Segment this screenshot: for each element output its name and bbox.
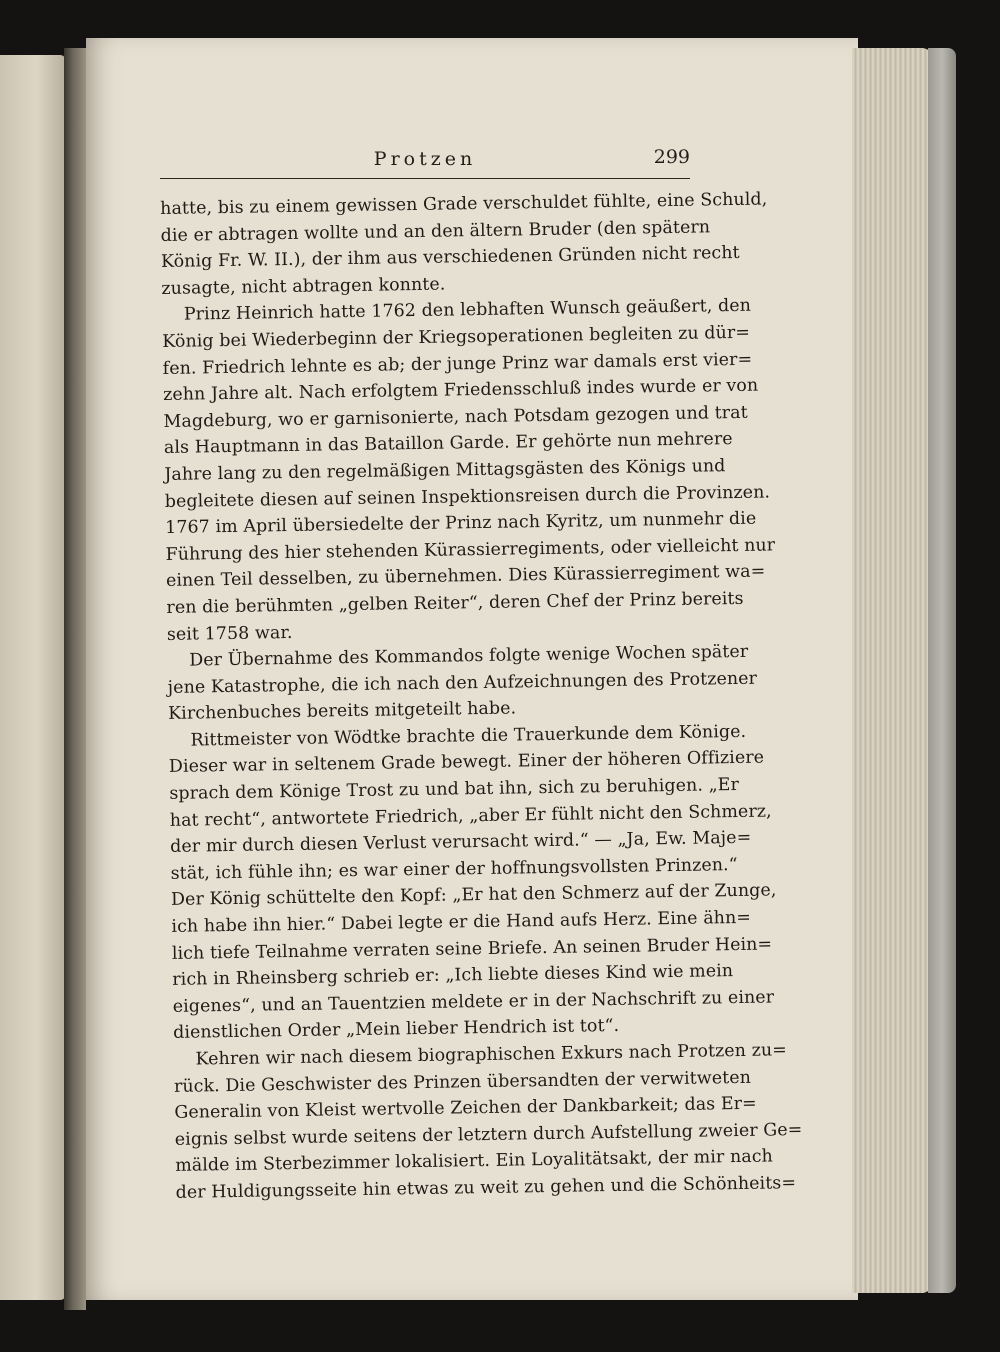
text-line: stät, ich fühle ihn; es war einer der hoffnungsvollsten Prinzen.“ [170, 854, 738, 884]
text-line: zehn Jahre alt. Nach erfolgtem Friedensschluß indes wurde er von [162, 375, 759, 406]
text-line: als Hauptmann in das Bataillon Garde. Er gehörte nun mehrere [163, 429, 733, 459]
text-line: hat recht“, antwortete Friedrich, „aber Er fühlt nicht den Schmerz, [169, 801, 772, 831]
text-line: der mir durch diesen Verlust verursacht wird.“ — „Ja, Ew. Maje= [170, 828, 752, 858]
text-line: eignis selbst wurde seitens der letztern durch Aufstellung zweier Ge= [174, 1119, 803, 1150]
text-line: eigenes“, und an Tauentzien meldete er in der Nachschrift zu einer [172, 987, 775, 1017]
running-header [160, 144, 690, 179]
text-line: hatte, bis zu einem gewissen Grade verschuldet fühlte, eine Schuld, [160, 189, 768, 219]
text-line: ren die berühmten „gelben Reiter“, deren Chef der Prinz bereits [166, 588, 744, 618]
text-line: fen. Friedrich lehnte es ab; der junge Prinz war damals erst vier= [162, 349, 753, 379]
text-line: Rittmeister von Wödtke brachte die Trauerkunde dem Könige. [190, 721, 747, 751]
book-gutter [64, 48, 86, 1310]
running-title: Protzen [373, 148, 477, 170]
text-line: dienstlichen Order „Mein lieber Hendrich ist tot“. [172, 1016, 620, 1044]
text-line: König bei Wiederbeginn der Kriegsoperationen begleiten zu dür= [162, 322, 751, 352]
text-line: einen Teil desselben, zu übernehmen. Dies Kürassierregiment wa= [165, 561, 766, 592]
text-line: rück. Die Geschwister des Prinzen übersandten der verwitweten [173, 1067, 752, 1097]
text-line: König Fr. W. II.), der ihm aus verschiedenen Gründen nicht recht [160, 243, 740, 273]
text-line: Dieser war in seltenem Grade bewegt. Einer der höheren Offiziere [168, 748, 765, 778]
book-cover-edge [928, 48, 956, 1293]
text-line: 1767 im April übersiedelte der Prinz nach Kyritz, um nunmehr die [165, 508, 757, 539]
text-line: Jahre lang zu den regelmäßigen Mittagsgästen des Königs und [164, 456, 726, 485]
text-line: seit 1758 war. [166, 622, 293, 645]
body-text [160, 188, 803, 1207]
text-line: Führung des hier stehenden Kürassierregiments, oder vielleicht nur [165, 535, 776, 565]
text-line: Prinz Heinrich hatte 1762 den lebhaften Wunsch geäußert, den [183, 296, 752, 326]
text-line: mälde im Sterbezimmer lokalisiert. Ein Loyalitätsakt, der mir nach [175, 1146, 774, 1177]
page-stack-edge [852, 48, 932, 1293]
text-line: Der König schüttelte den Kopf: „Er hat den Schmerz auf der Zunge, [170, 880, 777, 911]
text-line: zusagte, nicht abtragen konnte. [161, 274, 446, 299]
text-line: jene Katastrophe, die ich nach den Aufzeichnungen des Protzener [167, 668, 758, 698]
text-line: sprach dem Könige Trost zu und bat ihn, sich zu beruhigen. „Er [169, 775, 740, 804]
text-line: Magdeburg, wo er garnisonierte, nach Potsdam gezogen und trat [163, 402, 748, 432]
text-line: Kehren wir nach diesem biographischen Exkurs nach Protzen zu= [195, 1040, 788, 1070]
text-line: Generalin von Kleist wertvolle Zeichen der Dankbarkeit; das Er= [174, 1093, 757, 1124]
text-line: rich in Rheinsberg schrieb er: „Ich liebte dieses Kind wie mein [172, 961, 734, 991]
text-line: ich habe ihn hier.“ Dabei legte er die Hand aufs Herz. Eine ähn= [171, 907, 752, 937]
text-line: lich tiefe Teilnahme verraten seine Briefe. An seinen Bruder Hein= [171, 934, 773, 964]
text-line: Kirchenbuches bereits mitgeteilt habe. [167, 698, 517, 725]
text-line: begleitete diesen auf seinen Inspektionsreisen durch die Provinzen. [164, 481, 771, 512]
left-page-edge [0, 55, 66, 1300]
text-line: Der Übernahme des Kommandos folgte wenige Wochen später [189, 641, 749, 671]
text-line: der Huldigungsseite hin etwas zu weit zu gehen und die Schönheits= [175, 1173, 797, 1203]
text-line: die er abtragen wollte und an den ältern Bruder (den spätern [160, 216, 711, 246]
page-number: 299 [653, 146, 690, 168]
